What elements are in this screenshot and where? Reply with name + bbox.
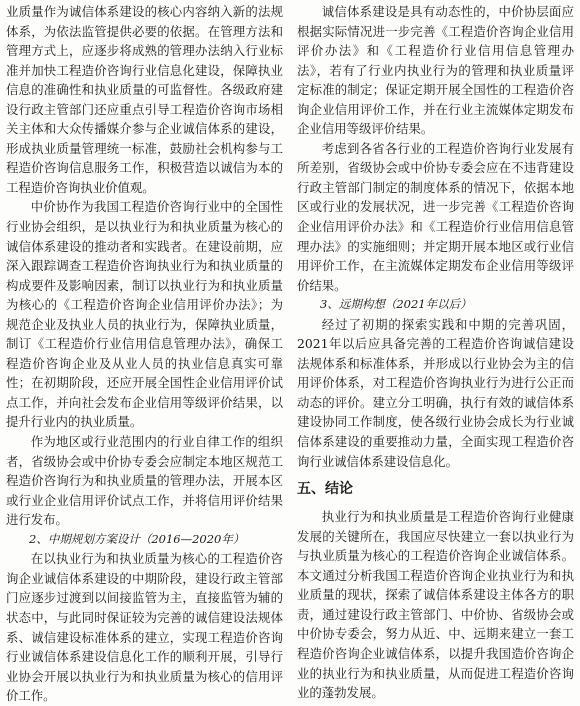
left-column: [6, 2, 283, 704]
paragraph: 在以执业行为和执业质量为核心的工程造价咨询企业诚信体系建设的中期阶段，建设行政主管部门应逐步过渡到以间接监管为主，直接监管为辅的状态中，与此同时保证较为完善的诚信建设法规体系、诚信建设标准体系的建立，实现工程造价咨询行业诚信体系建设信息化工作的顺利开展，引导行业协会开展以执业行为和执业质量为核心的信用评价工作。: [6, 551, 283, 704]
subsection-heading: 3、远期构想（2021年以后）: [320, 297, 472, 312]
paragraph: 经过了初期的探索实践和中期的完善巩固，2021年以后应具备完善的工程造价咨询诚信建设法规体系和标准体系，并形成以行业协会为主的信用评价体系，对工程造价咨询执业行为进行公正而动态的评价。建立分工明确，执行有效的诚信体系建设协同工作制度，使各级行业协会成长为行业诚信体系建设的重要推动力量，全面实现工程造价咨询行业诚信体系建设信息化。: [297, 316, 574, 469]
paragraph: 作为地区或行业范围内的行业自律工作的组织者，省级协会或中价协专委会应制定本地区规范工程造价咨询行为和执业质量的管理办法，开展本区或行业企业信用评价试点工作，并将信用评价结果进行发布。: [6, 434, 283, 528]
paragraph: 考虑到各省各行业的工程造价咨询行业发展有所差别，省级协会或中价协专委会应在不违背建设行政主管部门制定的制度体系的情况下，依据本地区或行业的发展状况，进一步完善《工程造价咨询企业信用评价办法》和《工程造价行业信用信息管理办法》的实施细则；并定期开展本地区或行业信用评价工作，在主流媒体定期发布企业信用等级评价结果。: [297, 140, 574, 293]
section-heading: 五、结论: [297, 481, 353, 498]
paragraph: 业质量作为诚信体系建设的核心内容纳入新的法规体系，为依法监管提供必要的依据。在管理方法和管理方式上，应逐步将成熟的管理办法纳入行业标准并加快工程造价咨询行业信息化建设，保障执业信息的准确性和执业质量的可监督性。各级政府建设行政主管部门还应重点引导工程造价咨询市场相关主体和大众传播媒介参与企业诚信体系的建设，形成执业质量管理统一标准，鼓励社会机构参与工程造价咨询信息服务工作，积极营造以诚信为本的工程造价咨询执业价值观。: [6, 4, 283, 195]
subsection-heading: 2、中期规划方案设计（2016—2020年）: [29, 531, 245, 546]
right-column: [297, 2, 574, 701]
paragraph: 诚信体系建设是具有动态性的，中价协层面应根据实际情况进一步完善《工程造价咨询企业信用评价办法》和《工程造价行业信用信息管理办法》，若有了行业内执业行为的管理和执业质量评定标准的制定；保证定期开展全国性的工程造价咨询企业信用评价工作，并在行业主流媒体定期发布企业信用等级评价结果。: [297, 4, 574, 137]
paragraph: 中价协作为我国工程造价咨询行业中的全国性行业协会组织，是以执业行为和执业质量为核心的诚信体系建设的推动者和实践者。在建设前期，应深入跟踪调查工程造价咨询执业行为和执业质量的构成要件及影响因素，制订以执业行为和执业质量为核心的《工程造价咨询企业信用评价办法》；为规范企业及执业人员的执业行为，保障执业质量，制订《工程造价行业信用信息管理办法》，确保工程造价咨询企业及从业人员的执业信息真实可靠性；在初期阶段，还应开展全国性企业信用评价试点工作，并向社会发布企业信用等级评价结果，以提升行业内的执业质量。: [6, 199, 283, 430]
paragraph: 执业行为和执业质量是工程造价咨询行业健康发展的关键所在，我国应尽快建立一套以执业行为与执业质量为核心的工程造价咨询企业诚信体系。本文通过分析我国工程造价咨询企业执业行为和执业质量的现状，探索了诚信体系建设主体各方的职责，通过建设行政主管部门、中价协、省级协会或中价协专委会，努力从近、中、远期来建立一套工程造价咨询企业诚信体系，以提升我国造价咨询企业的执业行为和执业质量，从而促进工程造价咨询业的蓬勃发展。: [297, 509, 574, 701]
